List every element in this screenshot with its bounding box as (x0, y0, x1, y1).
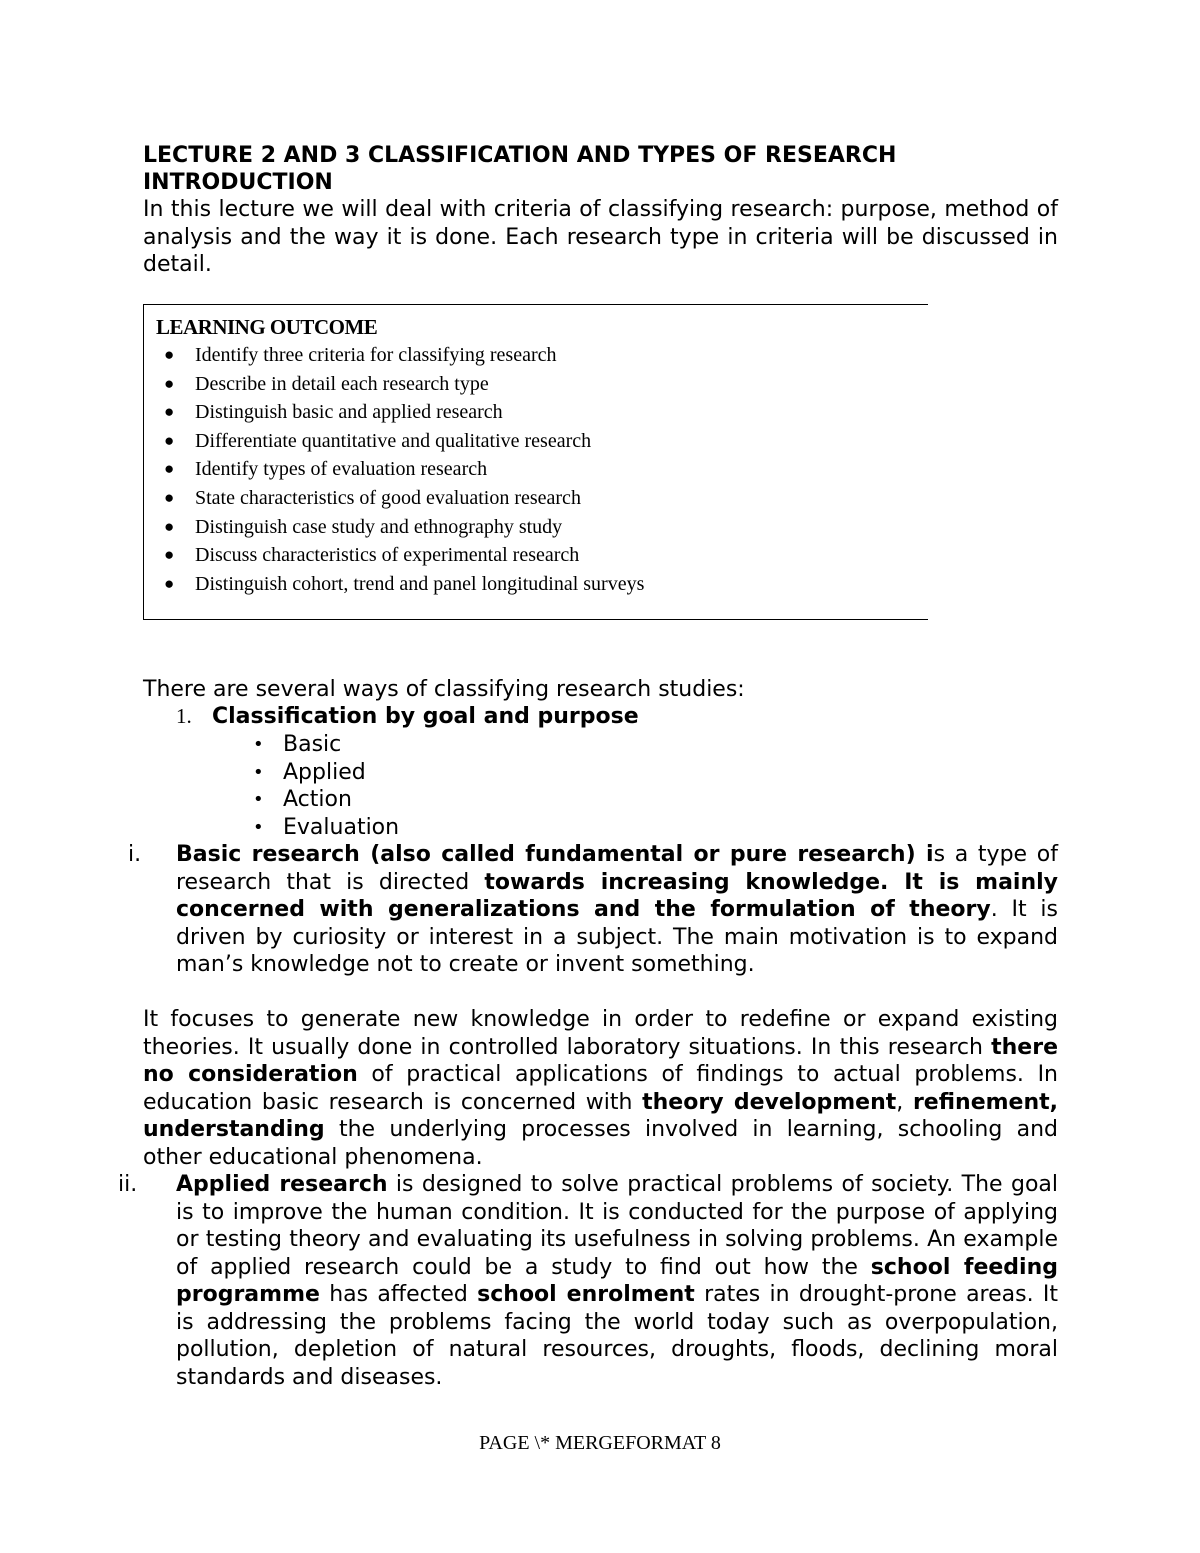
bullet-icon: ● (164, 459, 175, 479)
bullet-icon: • (253, 734, 264, 755)
bullet-icon: ● (164, 487, 175, 507)
applied-research-paragraph (176, 1171, 1058, 1391)
learning-outcome-heading: LEARNING OUTCOME (156, 315, 378, 339)
numeral-i: i. (128, 842, 142, 867)
body-text: is designed to solve practical problems of society. The goal is to improve the human condition. It is conducted for the purpose of applying or testing theory and evaluating its usefulness in solving problems. An example of applied research could be a study to find out how the (176, 1172, 1058, 1280)
intro-paragraph: In this lecture we will deal with criteria of classifying research: purpose, method of analysis and the way it is done. Each research type in criteria will be discussed in detail. (143, 197, 1058, 277)
basic-research-followup (143, 1006, 1058, 1171)
learning-outcome-text: Differentiate quantitative and qualitative research (195, 429, 592, 452)
learning-outcome-text: Describe in detail each research type (195, 372, 489, 395)
emphasis-text: Basic research (also called fundamental or pure research) i (176, 842, 934, 867)
title-line-1: LECTURE 2 AND 3 CLASSIFICATION AND TYPES OF RESEARCH (143, 143, 897, 168)
body-text: of practical applications of findings to actual problems. In education basic research is concerned with (143, 1062, 1058, 1115)
body-text: , (896, 1089, 913, 1115)
emphasis-text: refinement, understanding (143, 1089, 1058, 1142)
emphasis-text: there no consideration (143, 1034, 1058, 1087)
learning-outcome-text: Discuss characteristics of experimental research (195, 544, 580, 567)
learning-outcome-item (144, 513, 644, 542)
lecture-title (143, 142, 1063, 196)
bullet-icon: ● (164, 373, 175, 393)
classification-item-text: Evaluation (283, 814, 400, 840)
learning-outcome-text: Identify three criteria for classifying research (195, 344, 557, 366)
learning-outcome-item (144, 541, 644, 570)
emphasis-text: theory development (642, 1089, 897, 1115)
classification-item-text: Action (283, 787, 352, 812)
learning-outcome-text: State characteristics of good evaluation research (195, 486, 581, 509)
learning-outcome-item (144, 341, 644, 370)
bullet-icon: • (253, 761, 264, 783)
body-text: . It is driven by curiosity or interest in a subject. The main motivation is to expand man’s knowledge not to create or invent something. (176, 897, 1058, 977)
classification-item-text: Basic (283, 732, 342, 757)
learning-outcome-list (144, 341, 644, 598)
classification-item-text: Applied (283, 759, 366, 785)
emphasis-text: school feeding programme (176, 1254, 1059, 1307)
bullet-icon: • (253, 789, 264, 810)
title-line-2: INTRODUCTION (143, 170, 333, 195)
page-footer: PAGE \* MERGEFORMAT 8 (479, 1432, 721, 1454)
body-text: s a type of research that is directed (176, 842, 1058, 895)
body-text: rates in drought-prone areas. It is addressing the problems facing the world today such as overpopulation, pollution, depletion of natural resources, droughts, floods, declining moral standards and diseases. (176, 1282, 1059, 1390)
emphasis-text: towards increasing knowledge. It is mainly concerned with generalizations and the formulation of theory (176, 869, 1059, 922)
learning-outcome-text: Distinguish cohort, trend and panel longitudinal surveys (195, 572, 645, 595)
learning-outcome-item (144, 570, 644, 599)
learning-outcome-box (143, 304, 928, 620)
bullet-icon: ● (164, 516, 175, 536)
classification-number: 1. (176, 704, 192, 728)
basic-research-paragraph (176, 841, 1058, 979)
bullet-icon: ● (164, 402, 175, 422)
learning-outcome-item (144, 398, 644, 427)
emphasis-text: Applied research (176, 1172, 388, 1197)
bullet-icon: ● (164, 345, 175, 364)
learning-outcome-text: Identify types of evaluation research (195, 458, 488, 481)
learning-outcome-item (144, 370, 644, 399)
body-text: It focuses to generate new knowledge in order to redefine or expand existing theories. It usually done in controlled laboratory situations. In this research (143, 1007, 1058, 1060)
bullet-icon: ● (164, 430, 175, 450)
learning-outcome-item (144, 427, 644, 456)
bullet-icon: ● (164, 545, 175, 565)
emphasis-text: school enrolment (477, 1282, 695, 1307)
classification-heading: Classification by goal and purpose (212, 704, 639, 729)
learning-outcome-text: Distinguish basic and applied research (195, 401, 503, 424)
bullet-icon: ● (164, 573, 175, 593)
bullet-icon: • (253, 816, 264, 838)
learning-outcome-text: Distinguish case study and ethnography study (195, 515, 563, 538)
learning-outcome-item (144, 484, 644, 513)
numeral-ii: ii. (118, 1172, 138, 1197)
body-text: has affected (319, 1282, 478, 1307)
learning-outcome-item (144, 455, 644, 484)
body-text: the underlying processes involved in learning, schooling and other educational phenomena. (143, 1117, 1058, 1170)
ways-intro: There are several ways of classifying research studies: (143, 677, 745, 702)
